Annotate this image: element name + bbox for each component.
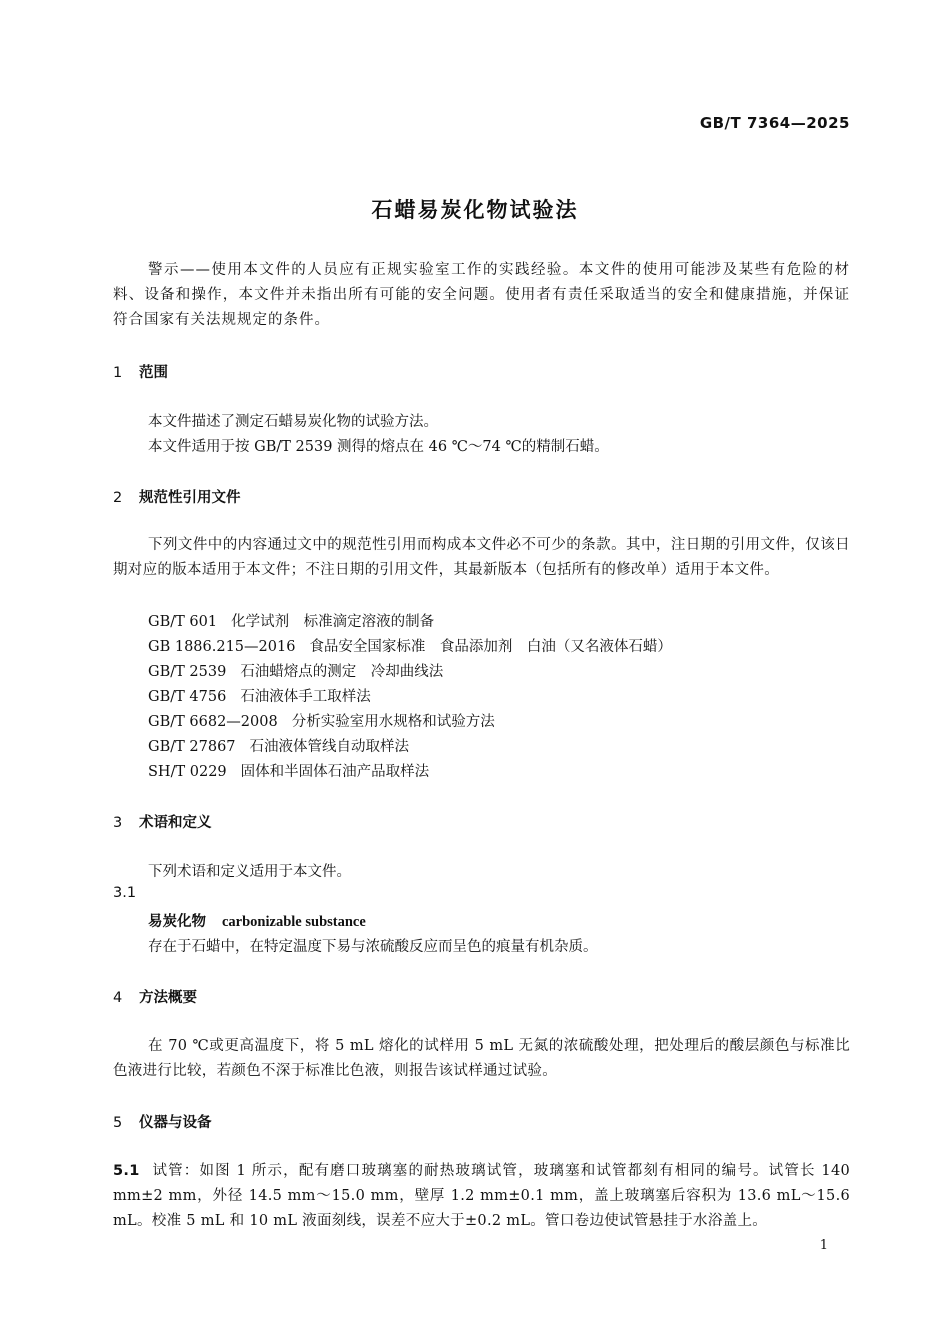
section-title: 术语和定义 (139, 815, 212, 831)
section-title: 范围 (139, 365, 168, 381)
section-3-heading (113, 811, 212, 832)
section-2-heading (113, 486, 241, 507)
standard-number: GB/T 7364—2025 (699, 114, 850, 132)
reference-title: 分析实验室用水规格和试验方法 (291, 714, 495, 730)
warning-paragraph: 警示——使用本文件的人员应有正规实验室工作的实践经验。本文件的使用可能涉及某些有危险的材料、设备和操作，本文件并未指出所有可能的安全问题。使用者有责任采取适当的安全和健康措施，并保证符合国家有关法规规定的条件。 (113, 262, 850, 328)
section-1-paragraph-1: 本文件描述了测定石蜡易炭化物的试验方法。 (148, 414, 438, 430)
page-number: 1 (819, 1238, 828, 1253)
section-1-heading (113, 361, 168, 382)
section-4-paragraph: 在 70 ℃或更高温度下，将 5 mL 熔化的试样用 5 mL 无氮的浓硫酸处理，把处理后的酸层颜色与标准比色液进行比较，若颜色不深于标准比色液，则报告该试样通过试验。 (113, 1038, 850, 1079)
section-number: 4 (113, 990, 123, 1006)
subsection-text: 试管：如图 1 所示，配有磨口玻璃塞的耐热玻璃试管，玻璃塞和试管都刻有相同的编号。试管长 140 mm±2 mm，外径 14.5 mm～15.0 mm，壁厚 1.2 mm±0.1 mm，盖上玻璃塞后容积为 13.6 mL～15.6 mL。校准 5 mL 和 10 mL 液面刻线，误差不应大于±0.2 mL。管口卷边使试管悬挂于水浴盖上。 (113, 1163, 850, 1229)
reference-item (148, 685, 371, 706)
reference-title: 化学试剂 标准滴定溶液的制备 (231, 614, 435, 630)
page-title: 石蜡易炭化物试验法 (371, 198, 579, 222)
reference-item (148, 610, 434, 631)
reference-title: 石油液体管线自动取样法 (249, 739, 410, 755)
reference-code: GB/T 4756 (148, 689, 227, 705)
reference-item (148, 760, 429, 781)
section-number: 2 (113, 490, 123, 506)
reference-title: 石油蜡熔点的测定 冷却曲线法 (240, 664, 444, 680)
term-entry (148, 910, 366, 931)
reference-item (148, 635, 672, 656)
section-number: 5 (113, 1115, 123, 1131)
term-chinese: 易炭化物 (148, 914, 206, 930)
term-definition: 存在于石蜡中，在特定温度下易与浓硫酸反应而呈色的痕量有机杂质。 (148, 939, 598, 955)
reference-code: GB/T 601 (148, 614, 218, 630)
section-title: 仪器与设备 (139, 1115, 212, 1131)
reference-code: SH/T 0229 (148, 764, 227, 780)
section-5-heading (113, 1111, 212, 1132)
subsection-number: 5.1 (113, 1163, 140, 1179)
section-5-1-paragraph (113, 1159, 850, 1234)
section-title: 规范性引用文件 (139, 490, 241, 506)
subsection-3-1-number (113, 885, 136, 901)
reference-item (148, 710, 495, 731)
reference-title: 石油液体手工取样法 (240, 689, 371, 705)
section-3-intro: 下列术语和定义适用于本文件。 (148, 864, 351, 880)
reference-code: GB 1886.215—2016 (148, 639, 296, 655)
section-1-paragraph-2: 本文件适用于按 GB/T 2539 测得的熔点在 46 ℃～74 ℃的精制石蜡。 (148, 439, 609, 455)
term-english: carbonizable substance (222, 914, 366, 930)
section-number: 3 (113, 815, 123, 831)
reference-code: GB/T 2539 (148, 664, 227, 680)
section-2-intro: 下列文件中的内容通过文中的规范性引用而构成本文件必不可少的条款。其中，注日期的引用文件，仅该日期对应的版本适用于本文件；不注日期的引用文件，其最新版本（包括所有的修改单）适用于本文件。 (113, 537, 850, 578)
section-number: 1 (113, 365, 123, 381)
subsection-number: 3.1 (113, 885, 137, 901)
reference-item (148, 660, 443, 681)
reference-item (148, 735, 409, 756)
reference-code: GB/T 6682—2008 (148, 714, 278, 730)
reference-code: GB/T 27867 (148, 739, 236, 755)
reference-title: 食品安全国家标准 食品添加剂 白油（又名液体石蜡） (309, 639, 672, 655)
section-title: 方法概要 (139, 990, 197, 1006)
reference-title: 固体和半固体石油产品取样法 (240, 764, 430, 780)
section-4-heading (113, 986, 197, 1007)
